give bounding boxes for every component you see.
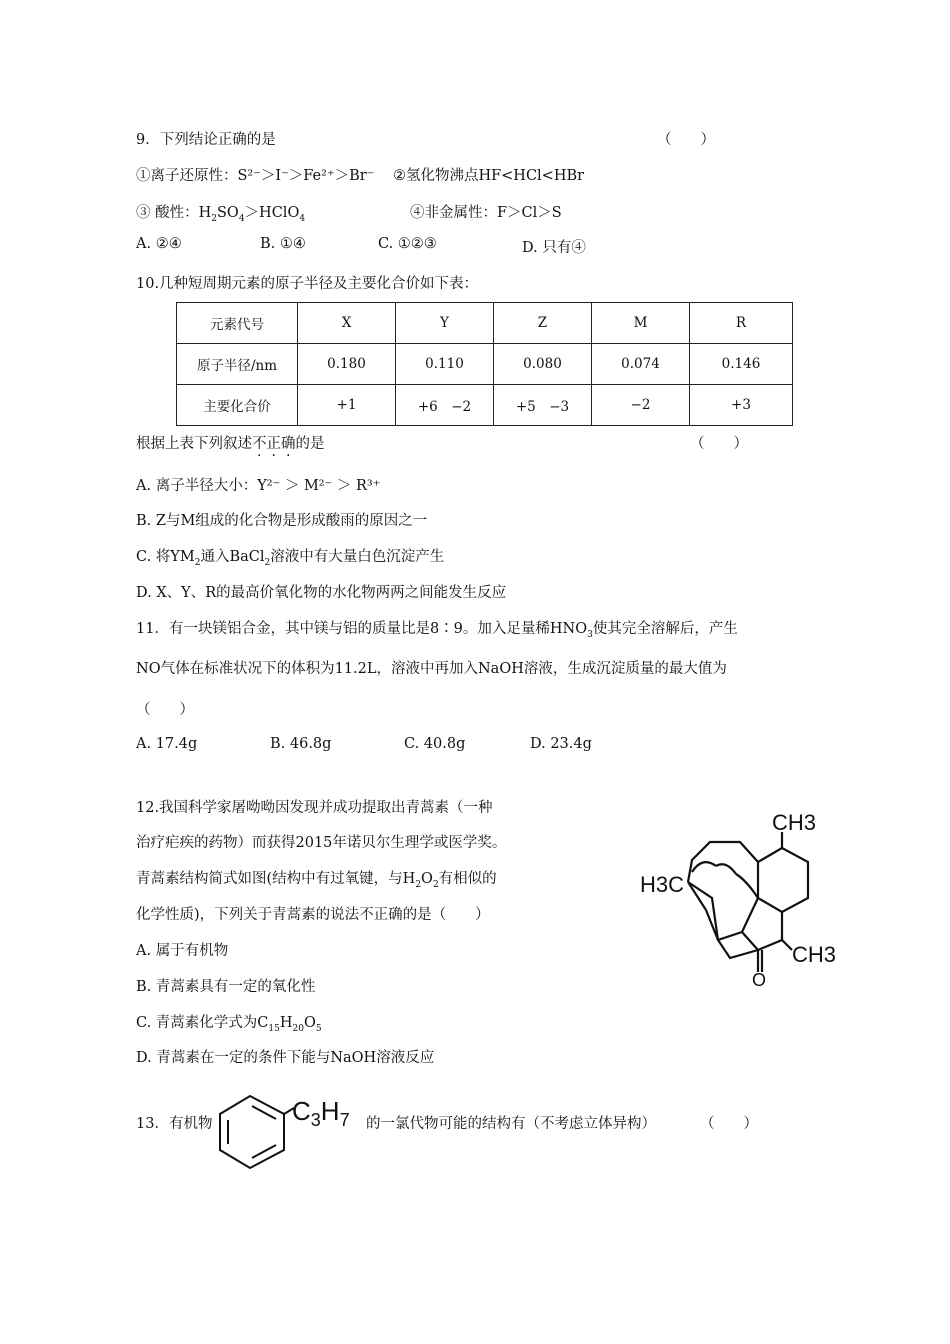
q11-option-b: B. 46.8g [270, 736, 332, 752]
q12-option-b: B. 青蒿素具有一定的氧化性 [136, 979, 316, 995]
table-cell: 0.110 [396, 344, 494, 385]
q12-line-4: 化学性质)，下列关于青蒿素的说法不正确的是（ ） [136, 907, 490, 923]
table-cell: 0.146 [690, 344, 793, 385]
q11-answer-paren: （ ） [136, 702, 194, 718]
propyl-group-label: $C_3H_7$ [292, 1096, 350, 1131]
table-cell: M [592, 303, 690, 344]
benzene-ring-icon [214, 1090, 294, 1176]
q12-option-c: C. 青蒿素化学式为$C_{15}H_{20}O_5$ [136, 1015, 322, 1034]
q9-statement-4: ④非金属性：F＞Cl＞S [410, 205, 562, 221]
table-cell: 主要化合价 [177, 385, 298, 426]
q10-option-b: B. Z与M组成的化合物是形成酸雨的原因之一 [136, 513, 428, 529]
q11-option-d: D. 23.4g [530, 736, 592, 752]
table-row [177, 344, 793, 385]
q11-option-a: A. 17.4g [136, 736, 198, 752]
emphasis-char: 正 [266, 436, 281, 452]
ch3-right-label: CH3 [792, 942, 837, 967]
q12-line-1: 12.我国科学家屠呦呦因发现并成功提取出青蒿素（一种 [136, 800, 493, 816]
artemisinin-structure [630, 800, 850, 1000]
emphasis-char: 不 [252, 436, 267, 452]
table-cell: +1 [298, 385, 396, 426]
q9-option-a: A. ②④ [136, 236, 182, 252]
table-cell: 原子半径/nm [177, 344, 298, 385]
table-cell: 0.080 [494, 344, 592, 385]
table-cell: +5 −3 [494, 385, 592, 426]
q13-answer-paren: （ ） [700, 1116, 758, 1132]
table-cell: 0.074 [592, 344, 690, 385]
q9-statement-1: ①离子还原性：S²⁻＞I⁻＞Fe²⁺＞Br⁻ [136, 168, 375, 184]
q10-option-c: C. 将$YM_2$通入BaCl$_2$溶液中有大量白色沉淀产生 [136, 549, 445, 568]
q9-option-d: D. 只有④ [522, 240, 586, 256]
q9-statement-3: ③ 酸性：$H_2SO_4>HClO_4$ [136, 205, 306, 224]
q10-stem: 10.几种短周期元素的原子半径及主要化合价如下表： [136, 276, 479, 292]
q9-stem: 9．下列结论正确的是 [136, 132, 276, 148]
q12-option-a: A. 属于有机物 [136, 943, 229, 959]
q12-option-d: D. 青蒿素在一定的条件下能与NaOH溶液反应 [136, 1050, 435, 1066]
h3c-label: H3C [640, 872, 685, 897]
table-row [177, 385, 793, 426]
q10-question: 根据上表下列叙述不正确的是 [136, 436, 325, 452]
table-cell: X [298, 303, 396, 344]
table-cell: +6 −2 [396, 385, 494, 426]
q13-suffix: 的一氯代物可能的结构有（不考虑立体异构） [366, 1116, 656, 1132]
q12-line-2: 治疗疟疾的药物）而获得2015年诺贝尔生理学或医学奖。 [136, 835, 507, 851]
table-cell: 元素代号 [177, 303, 298, 344]
table-cell: R [690, 303, 793, 344]
q9-option-c: C. ①②③ [378, 236, 437, 252]
table-cell: +3 [690, 385, 793, 426]
q11-option-c: C. 40.8g [404, 736, 466, 752]
emphasis-char: 确 [281, 436, 296, 452]
q9-answer-paren: （ ） [657, 132, 715, 148]
q11-line-1: 11．有一块镁铝合金，其中镁与铝的质量比是8∶9。加入足量稀$HNO_3$使其完全溶解后，产生 [136, 621, 738, 640]
table-row [177, 303, 793, 344]
q13-prefix: 13．有机物 [136, 1116, 213, 1132]
q11-line-2: NO气体在标准状况下的体积为11.2L，溶液中再加入NaOH溶液，生成沉淀质量的最大值为 [136, 661, 727, 677]
table-cell: 0.180 [298, 344, 396, 385]
q10-option-d: D. X、Y、R的最高价氧化物的水化物两两之间能发生反应 [136, 585, 507, 601]
element-table [176, 302, 793, 426]
carbonyl-o-label: O [752, 970, 767, 990]
table-cell: Y [396, 303, 494, 344]
q10-option-a: A. 离子半径大小：Y²⁻ ＞ M²⁻ ＞ R³⁺ [136, 478, 381, 494]
table-cell: −2 [592, 385, 690, 426]
q9-statement-2: ②氢化物沸点HF<HCl<HBr [392, 168, 585, 184]
q12-line-3: 青蒿素结构简式如图(结构中有过氧键，与$H_2O_2$有相似的 [136, 871, 497, 890]
q9-option-b: B. ①④ [260, 236, 306, 252]
ch3-top-label: CH3 [772, 810, 817, 835]
table-cell: Z [494, 303, 592, 344]
q10-answer-paren: （ ） [690, 436, 748, 452]
q9-statement-1-2 [136, 164, 584, 185]
